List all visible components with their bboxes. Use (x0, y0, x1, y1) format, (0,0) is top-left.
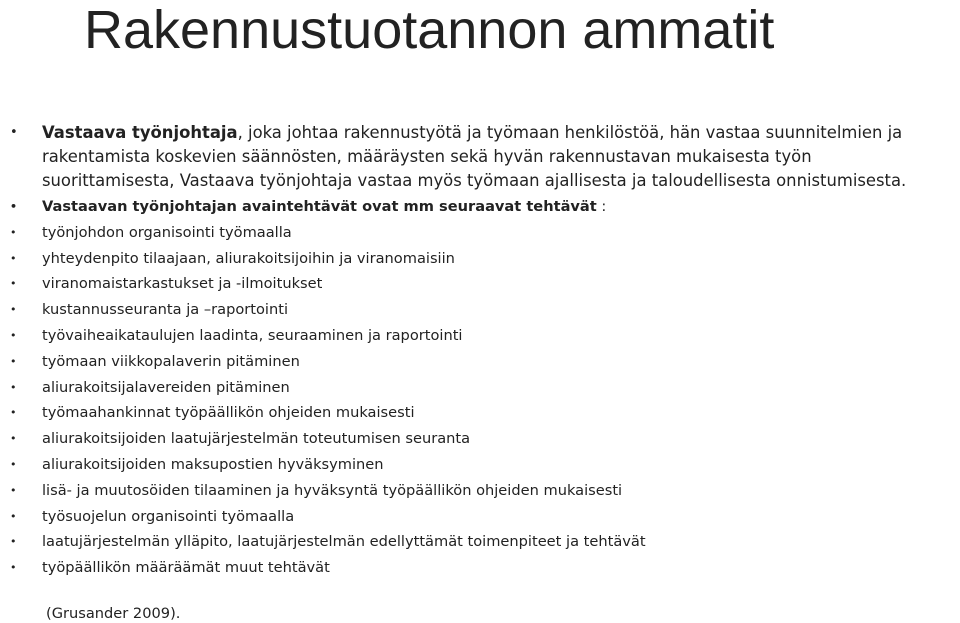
tasks-heading-text: Vastaavan työnjohtajan avaintehtävät ovat mm seuraavat tehtävät (42, 198, 597, 215)
task-text: työpäällikön määräämät muut tehtävät (42, 559, 330, 577)
tasks-heading (0, 194, 960, 220)
slide-title: Rakennustuotannon ammatit (84, 0, 775, 60)
bullet-icon: • (10, 561, 17, 575)
task-item (0, 220, 960, 246)
task-text: työvaiheaikataulujen laadinta, seuraaminen ja raportointi (42, 326, 463, 344)
task-item (0, 400, 960, 426)
task-text: työmaahankinnat työpäällikön ohjeiden mukaisesti (42, 404, 415, 422)
task-text: työsuojelun organisointi työmaalla (42, 507, 295, 525)
task-item (0, 323, 960, 349)
task-item (0, 555, 960, 581)
task-text: kustannusseuranta ja –raportointi (42, 301, 288, 319)
task-text: aliurakoitsijalavereiden pitäminen (42, 378, 290, 396)
bullet-icon: • (10, 303, 17, 317)
bullet-icon: • (10, 535, 17, 549)
intro-text: , joka johtaa rakennustyötä ja työmaan henkilöstöä, hän vastaa suunnitelmien ja rakentamista koskevien säännösten, määräysten sekä hyvän rakennustavan mukaisesta työn suorittamisesta, Vastaava työnjohtaja vastaa myös työmaan ajallisesta ja taloudellisesta onnistumisesta. (42, 123, 907, 190)
task-item (0, 375, 960, 401)
task-item (0, 297, 960, 323)
bullet-icon: • (10, 432, 17, 446)
bullet-icon: • (10, 354, 17, 368)
task-list (0, 194, 960, 581)
task-text: työmaan viikkopalaverin pitäminen (42, 352, 300, 370)
bullet-icon: • (10, 457, 17, 471)
slide-body (0, 121, 960, 581)
task-item (0, 349, 960, 375)
bullet-icon: • (10, 328, 17, 342)
bullet-icon: • (10, 125, 18, 140)
bullet-icon: • (10, 483, 17, 497)
task-item (0, 271, 960, 297)
tasks-heading-suffix: : (596, 198, 607, 215)
bullet-icon: • (10, 380, 17, 394)
bullet-icon: • (10, 251, 17, 265)
task-item (0, 426, 960, 452)
bullet-icon: • (10, 200, 18, 213)
bullet-icon: • (10, 406, 17, 420)
intro-bold-term: Vastaava työnjohtaja (42, 123, 238, 142)
intro-paragraph (0, 121, 960, 193)
task-text: aliurakoitsijoiden maksupostien hyväksyminen (42, 455, 384, 473)
task-text: lisä- ja muutosöiden tilaaminen ja hyväksyntä työpäällikön ohjeiden mukaisesti (42, 481, 623, 499)
bullet-icon: • (10, 225, 17, 239)
bullet-icon: • (10, 509, 17, 523)
bullet-icon: • (10, 277, 17, 291)
task-text: yhteydenpito tilaajaan, aliurakoitsijoihin ja viranomaisiin (42, 249, 455, 267)
task-item (0, 478, 960, 504)
task-item (0, 452, 960, 478)
task-item (0, 529, 960, 555)
task-text: työnjohdon organisointi työmaalla (42, 223, 292, 241)
source-citation: (Grusander 2009). (46, 605, 181, 622)
task-text: laatujärjestelmän ylläpito, laatujärjestelmän edellyttämät toimenpiteet ja tehtävät (42, 533, 646, 551)
task-text: aliurakoitsijoiden laatujärjestelmän toteutumisen seuranta (42, 430, 471, 448)
task-item (0, 246, 960, 272)
task-text: viranomaistarkastukset ja -ilmoitukset (42, 275, 323, 293)
task-item (0, 504, 960, 530)
